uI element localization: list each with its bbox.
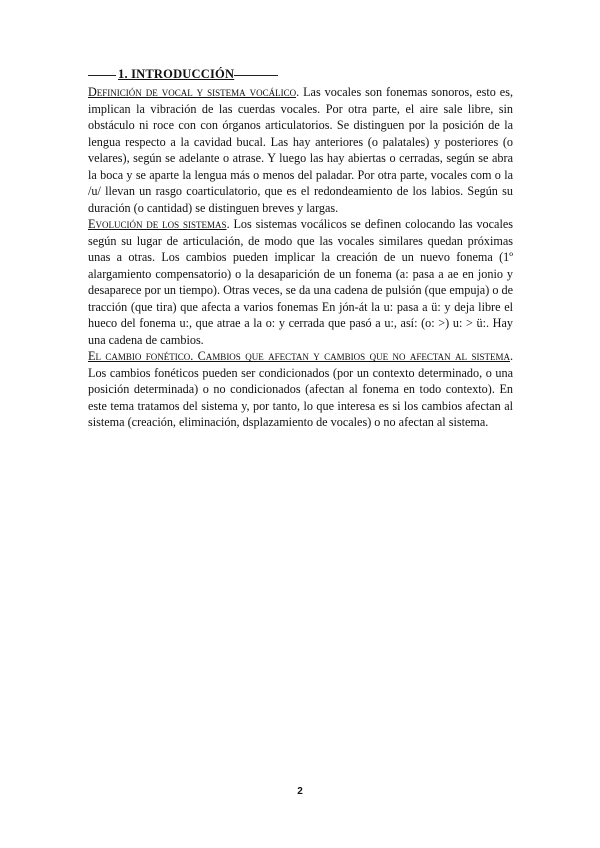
term-cambio-fonetico: El cambio fonético. Cambios que afectan y cambios que no afectan al sistema — [88, 349, 510, 363]
paragraph-cambio-fonetico — [88, 348, 513, 431]
paragraph-evolucion — [88, 216, 513, 348]
section-heading: 1. INTRODUCCIÓN — [118, 67, 235, 81]
page-number: 2 — [297, 786, 303, 797]
section-heading-block — [88, 67, 288, 85]
paragraph-cambio-fonetico-text: . Los cambios fonéticos pueden ser condicionados (por un contexto determinado, o una posición determinada) o no condicionados (afectan al fonema en todo contexto). En este tema tratamos del sistema y, por tanto, lo que interesa es si los cambios afectan al sistema (creación, eliminación, dsplazamiento de vocales) o no afectan al sistema. — [88, 349, 513, 429]
heading-rule-left — [88, 75, 116, 76]
body-text — [88, 84, 513, 431]
paragraph-evolucion-text: . Los sistemas vocálicos se definen colocando las vocales según su lugar de articulación, de modo que las vocales similares quedan próximas unas a otras. Los cambios pueden implicar la creación de un nuevo fonema (1º alargamiento compensatorio) o la desaparición de un fonema (a: pasa a ae en jonio y desaparece por un tiempo). Otras veces, se da una cadena de pulsión (que empuja) o de tracción (que tira) que afecta a varios fonemas En jón-át la u: pasa a ü: y deja libre el hueco del fonema u:, que atrae a la o: y cerrada que pasó a u:, así: (o: >) u: > ü:. Hay una cadena de cambios. — [88, 217, 514, 347]
term-evolucion: Evolución de los sistemas — [88, 217, 227, 231]
heading-rule-right — [234, 75, 278, 76]
paragraph-definicion — [88, 84, 513, 216]
term-definicion: Definición de vocal y sistema vocálico — [88, 85, 297, 99]
paragraph-definicion-text: . Las vocales son fonemas sonoros, esto es, implican la vibración de las cuerdas vocales. Por otra parte, el aire sale libre, sin obstáculo ni roce con con órganos articulatorios. Se distinguen por la posición de la lengua respecto a la cavidad bucal. Las hay anteriores (o palatales) y posteriores (o velares), según se adelante o atrase. Y luego las hay abiertas o cerradas, según se abra la boca y se aparte la lengua más o menos del paladar. Por otra parte, vocales com o la /u/ llevan un rasgo coarticulatorio, que es el redondeamiento de los labios. Según su duración (o cantidad) se distinguen breves y largas. — [88, 85, 513, 215]
